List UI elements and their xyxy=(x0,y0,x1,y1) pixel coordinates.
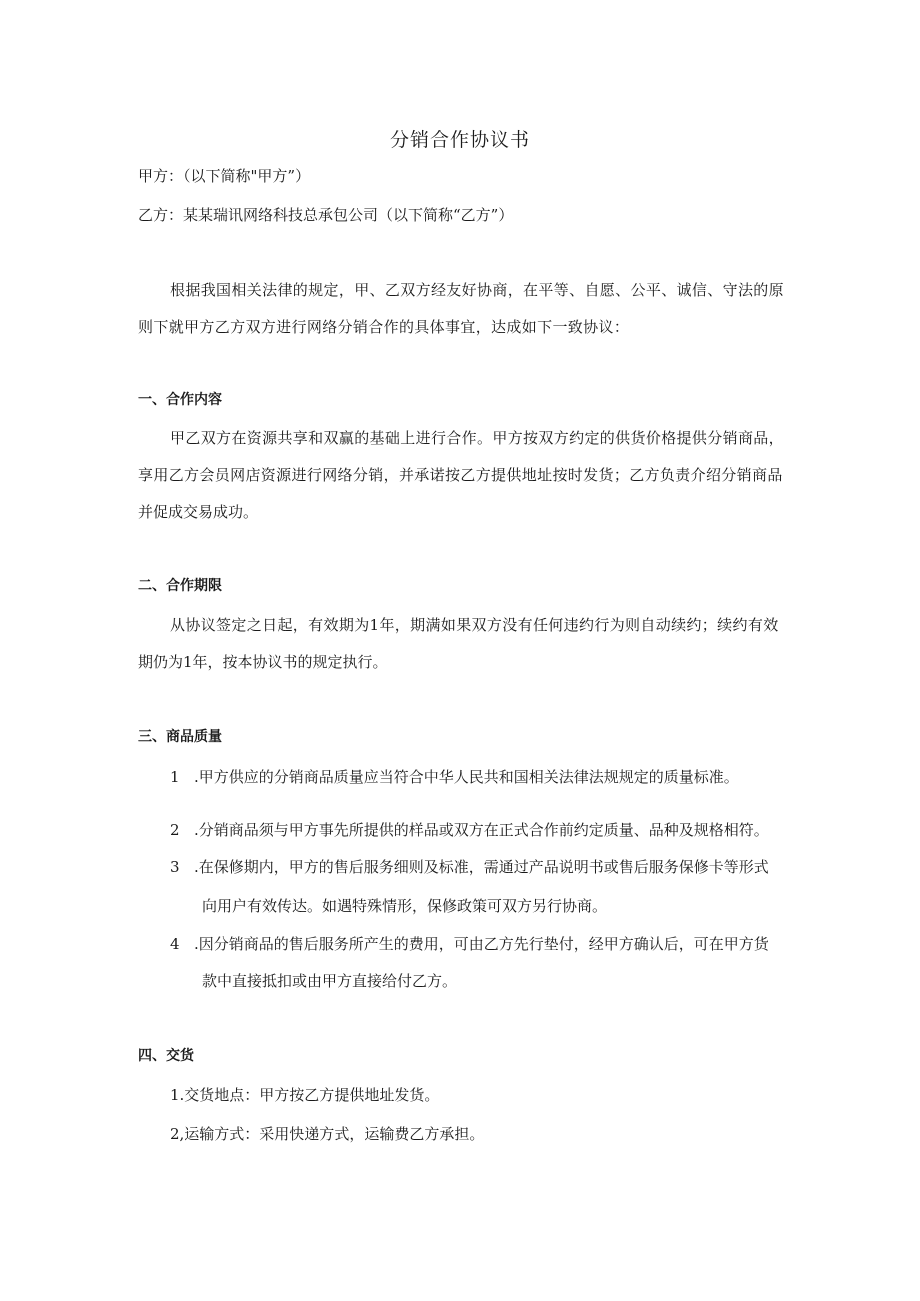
intro-paragraph-line-1: 根据我国相关法律的规定，甲、乙双方经友好协商，在平等、自愿、公平、诚信、守法的原 xyxy=(170,281,785,299)
quality-item-number: 4 xyxy=(170,935,180,953)
quality-item-1 xyxy=(170,767,739,787)
quality-item-number: 2 xyxy=(170,821,180,839)
quality-item-number: 1 xyxy=(170,768,180,786)
quality-item-number: 3 xyxy=(170,858,180,876)
delivery-line-1: 1.交货地点：甲方按乙方提供地址发货。 xyxy=(170,1086,440,1104)
quality-item-4 xyxy=(170,934,769,954)
section-heading-cooperation-term: 二、合作期限 xyxy=(138,578,222,594)
quality-item-text: .分销商品须与甲方事先所提供的样品或双方在正式合作前约定质量、品种及规格相符。 xyxy=(194,821,769,839)
section-heading-delivery: 四、交货 xyxy=(138,1048,194,1064)
party-a-line: 甲方：（以下简称"甲方”） xyxy=(138,167,311,185)
quality-item-2 xyxy=(170,820,769,840)
section-1-line-2: 享用乙方会员网店资源进行网络分销，并承诺按乙方提供地址按时发货；乙方负责介绍分销商品 xyxy=(138,466,783,484)
section-heading-product-quality: 三、商品质量 xyxy=(138,729,222,745)
delivery-line-2: 2,运输方式：采用快递方式，运输费乙方承担。 xyxy=(170,1125,485,1143)
section-2-line-1: 从协议签定之日起，有效期为1年，期满如果双方没有任何违约行为则自动续约；续约有效 xyxy=(170,616,779,634)
party-b-line: 乙方：某某瑞讯网络科技总承包公司（以下简称“乙方”） xyxy=(138,206,514,224)
section-1-line-3: 并促成交易成功。 xyxy=(138,503,259,521)
section-2-line-2: 期仍为1年，按本协议书的规定执行。 xyxy=(138,653,388,671)
section-1-line-1: 甲乙双方在资源共享和双赢的基础上进行合作。甲方按双方约定的供货价格提供分销商品， xyxy=(170,429,785,447)
quality-item-3-continuation: 向用户有效传达。如遇特殊情形，保修政策可双方另行协商。 xyxy=(202,897,608,915)
quality-item-3 xyxy=(170,857,769,877)
quality-item-text: .甲方供应的分销商品质量应当符合中华人民共和国相关法律法规规定的质量标准。 xyxy=(194,768,739,786)
quality-item-4-continuation: 款中直接抵扣或由甲方直接给付乙方。 xyxy=(202,972,458,990)
quality-item-text: .因分销商品的售后服务所产生的费用，可由乙方先行垫付，经甲方确认后，可在甲方货 xyxy=(194,935,769,953)
quality-item-text: .在保修期内，甲方的售后服务细则及标准，需通过产品说明书或售后服务保修卡等形式 xyxy=(194,858,769,876)
document-title: 分销合作协议书 xyxy=(389,129,530,151)
intro-paragraph-line-2: 则下就甲方乙方双方进行网络分销合作的具体事宜，达成如下一致协议： xyxy=(138,318,630,336)
section-heading-cooperation-content: 一、合作内容 xyxy=(138,392,222,408)
